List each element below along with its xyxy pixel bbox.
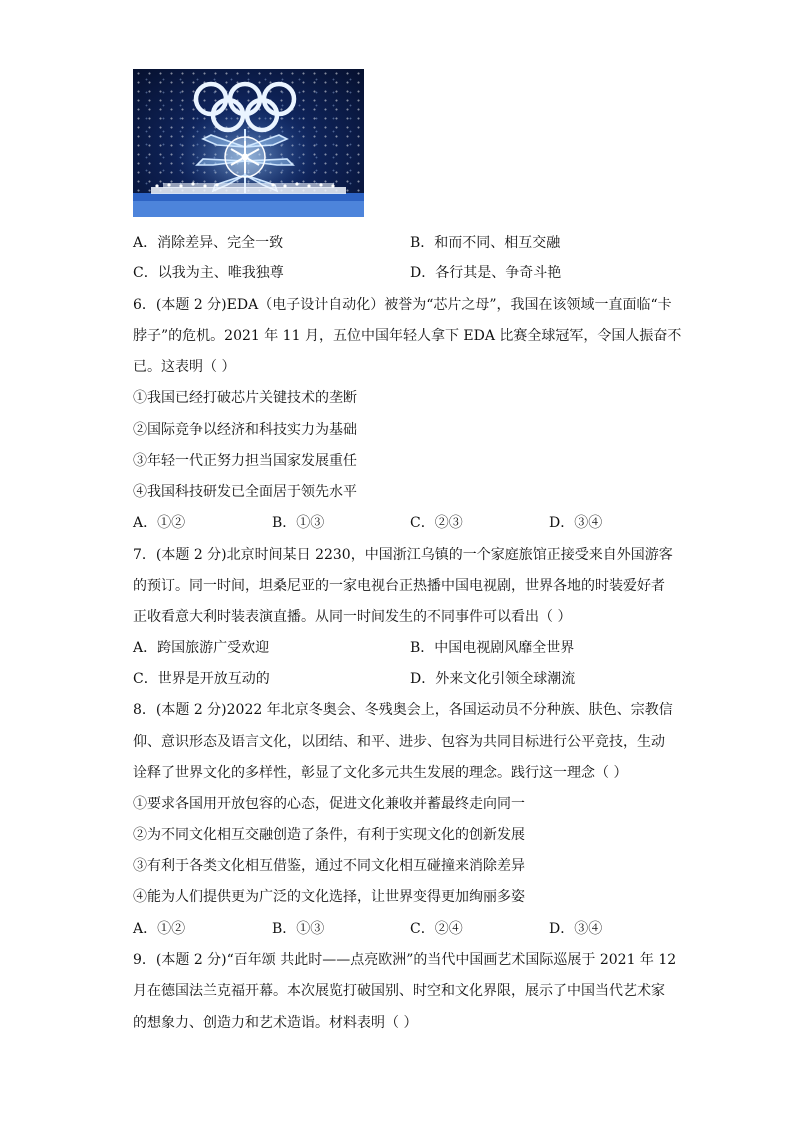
q8-stem-line-1: 8．(本题 2 分)2022 年北京冬奥会、冬残奥会上，各国运动员不分种族、肤色、宗教信 <box>133 702 673 718</box>
q6-item-1: ①我国已经打破芯片关键技术的垄断 <box>133 390 357 406</box>
q5-option-c: C．以我为主、唯我独尊 <box>133 265 284 281</box>
q8-stem-line-3: 诠释了世界文化的多样性，彰显了文化多元共生发展的理念。践行这一理念（ ） <box>133 765 628 781</box>
q9-stem-line-1: 9．(本题 2 分)“百年颂 共此时——点亮欧洲”的当代中国画艺术国际巡展于 2021 年 12 <box>133 952 677 968</box>
q5-option-b: B．和而不同、相互交融 <box>410 235 561 251</box>
q8-option-c: C．②④ <box>410 921 463 937</box>
q7-option-d: D．外来文化引领全球潮流 <box>410 671 576 687</box>
q6-option-c: C．②③ <box>410 515 463 531</box>
q6-item-4: ④我国科技研发已全面居于领先水平 <box>133 484 357 500</box>
q8-option-a: A．①② <box>133 921 186 937</box>
q6-option-d: D．③④ <box>549 515 603 531</box>
q6-option-a: A．①② <box>133 515 186 531</box>
q5-option-a: A．消除差异、完全一致 <box>133 235 284 251</box>
q8-option-d: D．③④ <box>549 921 603 937</box>
q8-item-3: ③有利于各类文化相互借鉴，通过不同文化相互碰撞来消除差异 <box>133 858 525 874</box>
olympic-rings-snowflake-graphic <box>133 69 364 217</box>
q8-option-b: B．①③ <box>272 921 325 937</box>
q8-stem-line-2: 仰、意识形态及语言文化，以团结、和平、进步、包容为共同目标进行公平竞技，生动 <box>133 734 665 750</box>
q9-stem-line-2: 月在德国法兰克福开幕。本次展览打破国别、时空和文化界限，展示了中国当代艺术家 <box>133 983 665 999</box>
olympic-opening-ceremony-photo <box>133 69 364 217</box>
q6-stem-line-3: 已。这表明（ ） <box>133 359 236 375</box>
q8-item-2: ②为不同文化相互交融创造了条件，有利于实现文化的创新发展 <box>133 827 525 843</box>
q6-stem-line-2: 脖子”的危机。2021 年 11 月，五位中国年轻人拿下 EDA 比赛全球冠军，令国人振奋不 <box>133 328 682 344</box>
q6-option-b: B．①③ <box>272 515 325 531</box>
q5-option-d: D．各行其是、争奇斗艳 <box>410 265 562 281</box>
q6-stem-line-1: 6．(本题 2 分)EDA（电子设计自动化）被誉为“芯片之母”，我国在该领域一直面临“卡 <box>133 297 672 313</box>
q8-item-1: ①要求各国用开放包容的心态，促进文化兼收并蓄最终走向同一 <box>133 796 525 812</box>
q7-stem-line-2: 的预订。同一时间，坦桑尼亚的一家电视台正热播中国电视剧，世界各地的时装爱好者 <box>133 578 665 594</box>
q7-stem-line-1: 7．(本题 2 分)北京时间某日 2230，中国浙江乌镇的一个家庭旅馆正接受来自外国游客 <box>133 547 673 563</box>
q7-option-a: A．跨国旅游广受欢迎 <box>133 640 270 656</box>
q7-option-b: B．中国电视剧风靡全世界 <box>410 640 575 656</box>
q7-option-c: C．世界是开放互动的 <box>133 671 270 687</box>
q7-stem-line-3: 正收看意大利时装表演直播。从同一时间发生的不同事件可以看出（ ） <box>133 609 572 625</box>
q8-item-4: ④能为人们提供更为广泛的文化选择，让世界变得更加绚丽多姿 <box>133 889 525 905</box>
q6-item-2: ②国际竞争以经济和科技实力为基础 <box>133 422 357 438</box>
q6-item-3: ③年轻一代正努力担当国家发展重任 <box>133 453 357 469</box>
q9-stem-line-3: 的想象力、创造力和艺术造诣。材料表明（ ） <box>133 1015 418 1031</box>
